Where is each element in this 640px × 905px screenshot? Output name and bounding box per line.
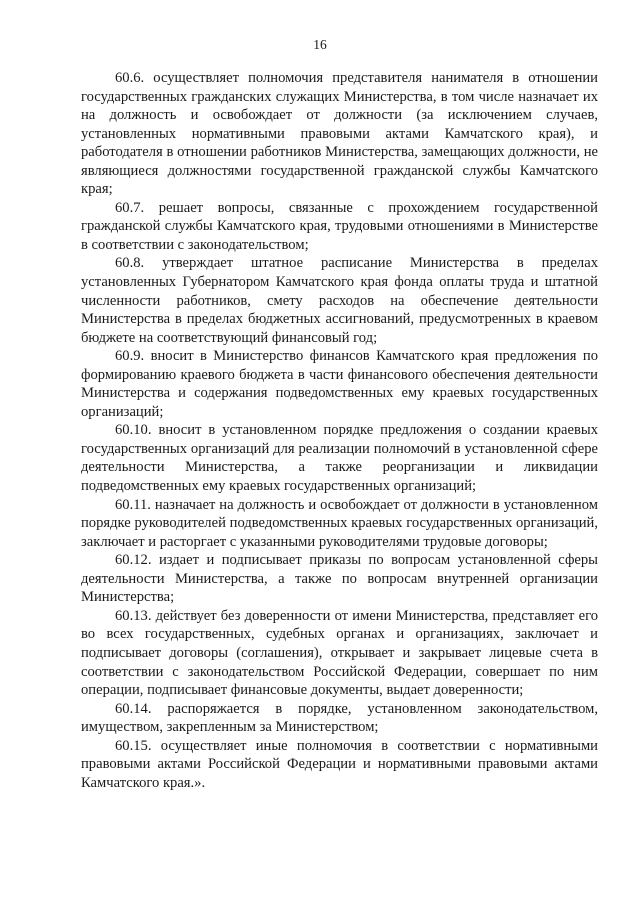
paragraph-60-9: 60.9. вносит в Министерство финансов Камчатского края предложения по формированию краевого бюджета в части финансового обеспечения деятельности Министерства и содержания подведомственных ему краевых государственных организаций; bbox=[81, 348, 598, 420]
paragraph-60-15: 60.15. осуществляет иные полномочия в соответствии с нормативными правовыми актами Российской Федерации и нормативными правовыми актами Камчатского края.». bbox=[81, 737, 598, 791]
paragraph-60-12: 60.12. издает и подписывает приказы по вопросам установленной сферы деятельности Министерства, а также по вопросам внутренней организации Министерства; bbox=[81, 552, 598, 606]
paragraph-60-8: 60.8. утверждает штатное расписание Министерства в пределах установленных Губернатором Камчатского края фонда оплаты труда и штатной численности работников, смету расходов на обеспечение деятельности Министерства в пределах бюджетных ассигнований, предусмотренных в краевом бюджете на соответствующий финансовый год; bbox=[81, 255, 598, 346]
paragraph-60-10: 60.10. вносит в установленном порядке предложения о создании краевых государственных организаций для реализации полномочий в установленной сфере деятельности Министерства, а также реорганизации и ликвидации подведомственных ему краевых государственных организаций; bbox=[81, 422, 598, 495]
paragraph-60-11: 60.11. назначает на должность и освобождает от должности в установленном порядке руководителей подведомственных краевых государственных организаций, заключает и расторгает с указанными руководителями трудовые договоры; bbox=[81, 496, 598, 550]
paragraph-60-13: 60.13. действует без доверенности от имени Министерства, представляет его во всех государственных, судебных органах и организациях, заключает и подписывает договоры (соглашения), открывает и закрывает лицевые счета в соответствии с законодательством Российской Федерации, совершает по ним операции, подписывает финансовые документы, выдает доверенности; bbox=[81, 607, 598, 699]
paragraph-60-14: 60.14. распоряжается в порядке, установленном законодательством, имуществом, закрепленным за Министерством; bbox=[81, 700, 598, 736]
paragraph-60-7: 60.7. решает вопросы, связанные с прохождением государственной гражданской службы Камчатского края, трудовыми отношениями в Министерстве в соответствии с законодательством; bbox=[81, 199, 598, 253]
document-body bbox=[81, 69, 598, 792]
paragraph-60-6: 60.6. осуществляет полномочия представителя нанимателя в отношении государственных гражданских служащих Министерства, в том числе назначает их на должность и освобождает от должности (за исключением случаев, установленных нормативными правовыми актами Камчатского края), и работодателя в отношении работников Министерства, замещающих должности, не являющиеся должностями государственной гражданской службы Камчатского края; bbox=[81, 70, 598, 198]
page-number: 16 bbox=[313, 37, 327, 52]
